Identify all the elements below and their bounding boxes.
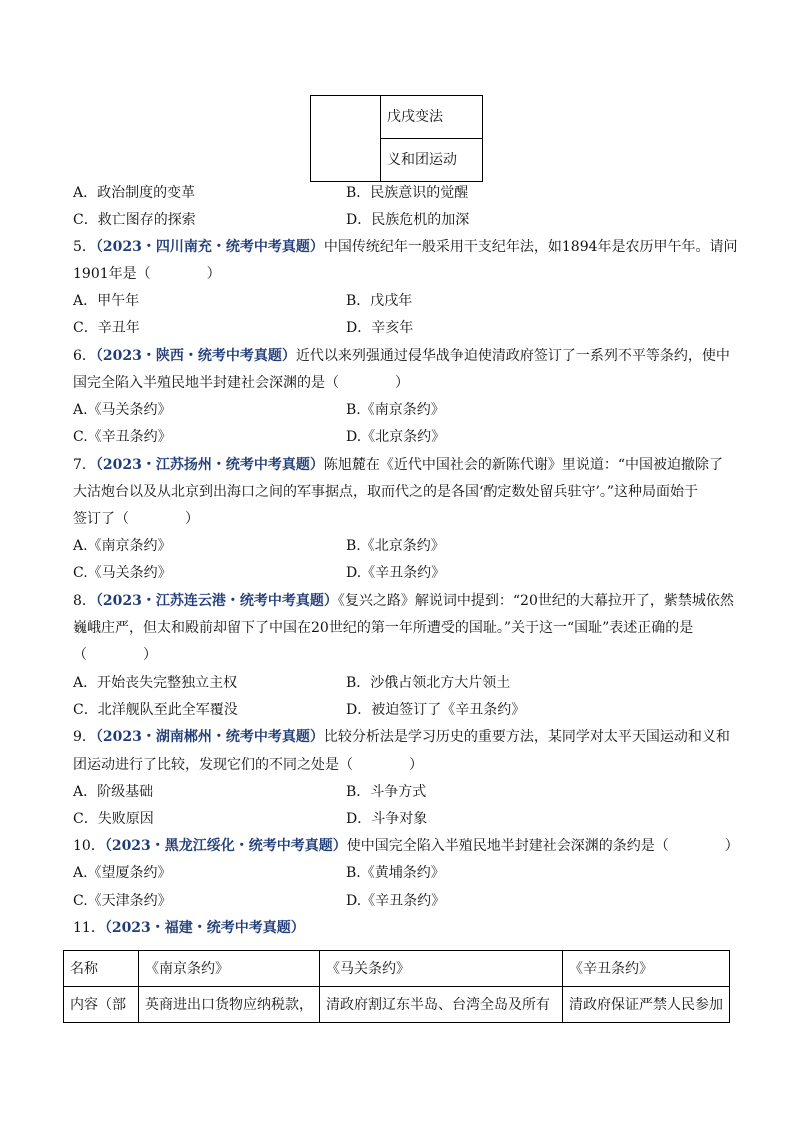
question-source: （2023・四川南充・统考中考真题） — [95, 239, 324, 255]
option: D．被迫签订了《辛丑条约》 — [346, 702, 526, 718]
option: A．开始丧失完整独立主权 — [73, 675, 238, 691]
option: C.《辛丑条约》 — [73, 429, 172, 445]
table-cell: 清政府割辽东半岛、台湾全岛及所有 — [320, 987, 563, 1023]
question-text: 团运动进行了比较，发现它们的不同之处是（ ） — [73, 757, 423, 773]
question-10: 10．（2023・黑龙江绥化・统考中考真题）使中国完全陷入半殖民地半封建社会深渊的条约是（ ） — [73, 838, 739, 854]
option: C．救亡图存的探索 — [73, 212, 196, 228]
question-source: （2023・江苏扬州・统考中考真题） — [95, 457, 324, 473]
table-cell: 英商进出口货物应纳税款， — [139, 987, 320, 1023]
option: A.《望厦条约》 — [73, 865, 172, 881]
table-cell: 内容（部 — [64, 987, 139, 1023]
table-cell: 清政府保证严禁人民参加 — [563, 987, 730, 1023]
table-header-cell: 《马关条约》 — [320, 951, 563, 987]
top-table-cell: 戊戌变法 — [381, 96, 483, 139]
option: D.《辛丑条约》 — [346, 565, 446, 581]
question-text: （ ） — [73, 647, 157, 663]
option: B．戊戌年 — [346, 293, 413, 309]
question-source: （2023・江苏连云港・统考中考真题） — [95, 593, 338, 609]
option: B．斗争方式 — [346, 784, 427, 800]
option: A．政治制度的变革 — [73, 185, 196, 201]
question-5: 5．（2023・四川南充・统考中考真题）中国传统纪年一般采用干支纪年法，如1894年是农历甲午年。请问 — [73, 239, 738, 255]
question-6: 6．（2023・陕西・统考中考真题）近代以来列强通过侵华战争迫使清政府签订了一系列不平等条约，使中 — [73, 348, 730, 364]
question-text: 1901年是（ ） — [73, 266, 221, 282]
option: D.《辛丑条约》 — [346, 893, 446, 909]
question-text: 大沽炮台以及从北京到出海口之间的军事据点，取而代之的是各国‘酌定数处留兵驻守’。”这种局面始于 — [73, 484, 699, 500]
question-text: 签订了（ ） — [73, 511, 199, 527]
table-header-cell: 《南京条约》 — [139, 951, 320, 987]
option: A.《南京条约》 — [73, 538, 172, 554]
option: B.《南京条约》 — [346, 402, 445, 418]
option: B．沙俄占领北方大片领土 — [346, 675, 511, 691]
option: C．辛丑年 — [73, 320, 140, 336]
option: B．民族意识的觉醒 — [346, 185, 469, 201]
question-source: （2023・陕西・统考中考真题） — [95, 348, 296, 364]
option: A.《马关条约》 — [73, 402, 172, 418]
question-text: 巍峨庄严，但太和殿前却留下了中国在20世纪的第一年所遭受的国耻。”关于这一“国耻”表述正确的是 — [73, 620, 694, 636]
question-9: 9．（2023・湖南郴州・统考中考真题）比较分析法是学习历史的重要方法，某同学对太平天国运动和义和 — [73, 729, 730, 745]
table-row — [64, 951, 730, 987]
option: C．北洋舰队至此全军覆没 — [73, 702, 238, 718]
option: D．辛亥年 — [346, 320, 414, 336]
option: D.《北京条约》 — [346, 429, 446, 445]
treaty-table — [63, 950, 730, 1023]
question-7: 7．（2023・江苏扬州・统考中考真题）陈旭麓在《近代中国社会的新陈代谢》里说道：“中国被迫撤除了 — [73, 457, 724, 473]
option: C.《天津条约》 — [73, 893, 172, 909]
table-header-cell: 《辛丑条约》 — [563, 951, 730, 987]
question-text: 国完全陷入半殖民地半封建社会深渊的是（ ） — [73, 375, 409, 391]
top-table-cell: 义和团运动 — [381, 139, 483, 182]
top-table-empty-cell — [311, 96, 381, 182]
option: D．斗争对象 — [346, 811, 428, 827]
option: B.《北京条约》 — [346, 538, 445, 554]
option: A．阶级基础 — [73, 784, 154, 800]
top-table — [310, 95, 483, 182]
option: A．甲午年 — [73, 293, 140, 309]
table-header-cell: 名称 — [64, 951, 139, 987]
question-11: 11．（2023・福建・统考中考真题） — [73, 920, 305, 936]
question-source: （2023・湖南郴州・统考中考真题） — [95, 729, 324, 745]
option: D．民族危机的加深 — [346, 212, 470, 228]
option: B.《黄埔条约》 — [346, 865, 445, 881]
option: C.《马关条约》 — [73, 565, 172, 581]
question-source: （2023・福建・统考中考真题） — [104, 920, 305, 936]
option: C．失败原因 — [73, 811, 154, 827]
question-8: 8．（2023・江苏连云港・统考中考真题）《复兴之路》解说词中提到：“20世纪的大幕拉开了，紫禁城依然 — [73, 593, 734, 609]
question-source: （2023・黑龙江绥化・统考中考真题） — [104, 838, 347, 854]
table-row — [64, 987, 730, 1023]
